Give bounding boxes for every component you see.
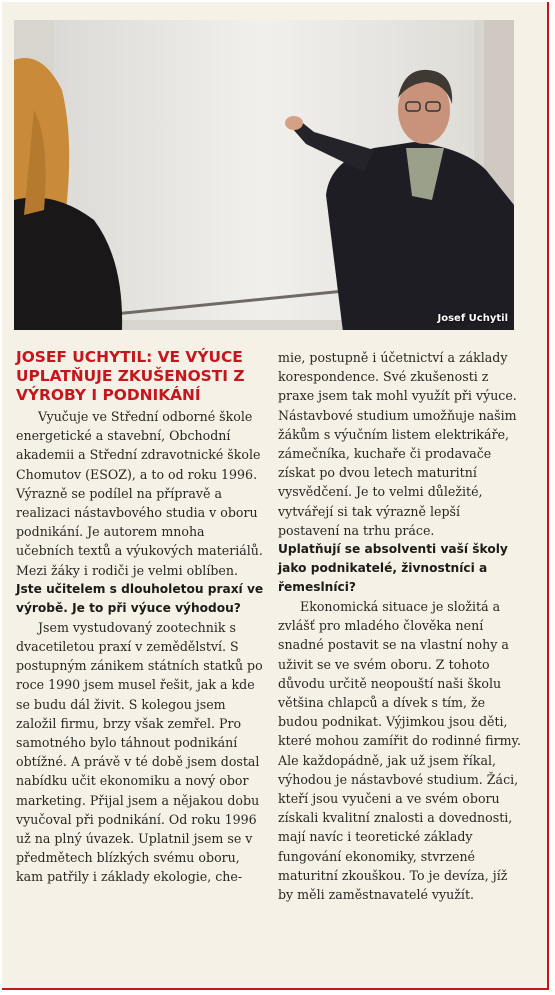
- teacher-hand: [285, 116, 303, 130]
- article-headline: JOSEF UCHYTIL: VE VÝUCE UPLATŇUJE ZKUŠENOSTI Z VÝROBY I PODNIKÁNÍ: [16, 348, 245, 404]
- classroom-photo-illustration: [14, 20, 514, 330]
- answer-1-part-2: mie, postupně i účetnictví a základy korespondence. Své zkušenosti z praxe jsem tak mohl využít při výuce. Nástavbové studium umožňuje našim žákům s výučním listem elektrikáře, zámečníka, kuchaře či prodavače získat po dvou letech maturitní vysvědčení. Je to velmi důležité, vytvářejí si tak výrazně lepší postavení na trhu práce.: [278, 350, 517, 538]
- article-column-left: [16, 348, 266, 887]
- question-1: Jste učitelem s dlouholetou praxí ve výrobě. Je to při výuce výhodou?: [16, 581, 264, 615]
- article-photo: [14, 20, 514, 330]
- article-intro: Vyučuje ve Střední odborné škole energetické a stavební, Obchodní akademii a Střední zdravotnické škole Chomutov (ESOZ), a to od roku 1996. Výrazně se podílel na přípravě a realizaci nástavbového studia v oboru podnikání. Je autorem mnoha učebních textů a výukových materiálů. Mezi žáky i rodiči je velmi oblíben.: [16, 409, 263, 578]
- photo-caption: Josef Uchytil: [437, 313, 508, 324]
- magazine-clipping: [2, 2, 549, 990]
- question-2: Uplatňují se absolventi vaší školy jako podnikatelé, živnostníci a řemeslníci?: [278, 542, 508, 595]
- article-column-right: [278, 348, 522, 904]
- answer-2: Ekonomická situace je složitá a zvlášť pro mladého člověka není snadné postavit se na vlastní nohy a uživit se ve svém oboru. Z tohoto důvodu určitě neopouští naši školu většina chlapců a dívek s tím, že budou podnikat. Výjimkou jsou děti, které mohou zamířit do rodinné firmy. Ale každopádně, jak už jsem říkal, výhodou je nástavbové studium. Žáci, kteří jsou vyučeni a ve svém oboru získali kvalitní znalosti a dovednosti, mají navíc i teoretické základy fungování ekonomiky, stvrzené maturitní zkouškou. To je devíza, jíž by měli zaměstnavatelé využít.: [278, 599, 522, 903]
- answer-1-part-1: Jsem vystudovaný zootechnik s dvacetiletou praxí v zemědělství. S postupným zánikem státních statků po roce 1990 jsem musel řešit, jak a kde se budu dál živit. S kolegou jsem založil firmu, brzy však zemřel. Pro samotného bylo táhnout podnikání obtížné. A právě v té době jsem dostal nabídku učit ekonomiku a nový obor marketing. Přijal jsem a nějakou dobu vyučoval při podnikání. Od roku 1996 už na plný úvazek. Uplatnil jsem se v předmětech blízkých svému oboru, kam patřily i základy ekologie, che-: [16, 619, 263, 885]
